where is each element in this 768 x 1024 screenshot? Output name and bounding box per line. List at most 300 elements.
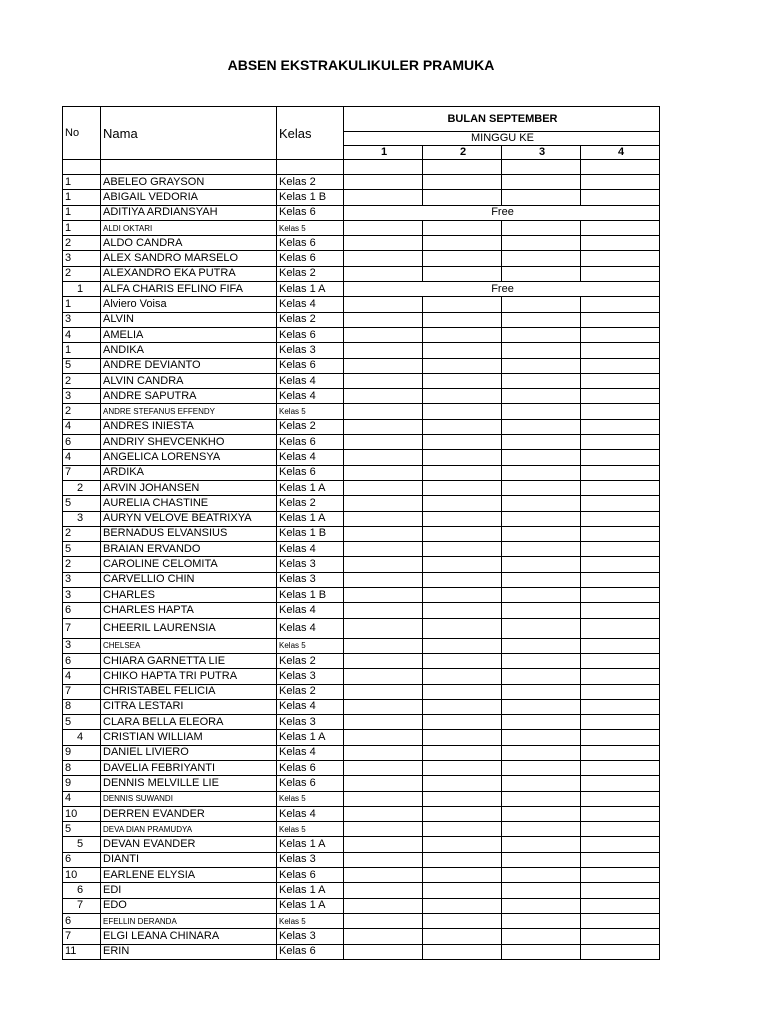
row-number: 3 — [63, 638, 101, 653]
attendance-cell-week-3[interactable] — [502, 542, 581, 557]
attendance-cell-week-2[interactable] — [423, 745, 502, 760]
attendance-cell-week-4[interactable] — [581, 511, 660, 526]
attendance-cell-week-1[interactable] — [344, 883, 423, 898]
attendance-cell-week-3[interactable] — [502, 603, 581, 618]
attendance-cell-week-2[interactable] — [423, 190, 502, 205]
attendance-cell-week-1[interactable] — [344, 944, 423, 959]
attendance-cell-week-2[interactable] — [423, 480, 502, 495]
table-row — [63, 327, 660, 342]
attendance-cell-week-1[interactable] — [344, 730, 423, 745]
row-number: 10 — [63, 806, 101, 821]
student-name: ANDRIY SHEVCENKHO — [101, 435, 277, 450]
student-name: AURYN VELOVE BEATRIXYA — [101, 511, 277, 526]
attendance-cell-week-2[interactable] — [423, 297, 502, 312]
attendance-cell-week-3[interactable] — [502, 297, 581, 312]
row-number: 1 — [63, 282, 101, 297]
attendance-cell-week-2[interactable] — [423, 526, 502, 541]
attendance-cell-week-1[interactable] — [344, 511, 423, 526]
student-class: Kelas 6 — [277, 251, 344, 266]
attendance-cell-week-2[interactable] — [423, 542, 502, 557]
attendance-cell-week-1[interactable] — [344, 373, 423, 388]
attendance-cell-week-3[interactable] — [502, 791, 581, 806]
table-row — [63, 883, 660, 898]
student-name: ALEX SANDRO MARSELO — [101, 251, 277, 266]
row-number: 2 — [63, 373, 101, 388]
attendance-cell-week-1[interactable] — [344, 450, 423, 465]
attendance-cell-week-4[interactable] — [581, 542, 660, 557]
row-number: 6 — [63, 852, 101, 867]
attendance-cell-week-3[interactable] — [502, 511, 581, 526]
attendance-cell-week-4[interactable] — [581, 944, 660, 959]
attendance-cell-week-4[interactable] — [581, 251, 660, 266]
attendance-cell-week-3[interactable] — [502, 435, 581, 450]
attendance-cell-week-4[interactable] — [581, 822, 660, 837]
attendance-cell-week-1[interactable] — [344, 404, 423, 419]
attendance-cell-week-4[interactable] — [581, 588, 660, 603]
attendance-sheet — [62, 106, 660, 960]
attendance-cell-week-1[interactable] — [344, 190, 423, 205]
attendance-cell-week-1[interactable] — [344, 327, 423, 342]
attendance-cell-week-2[interactable] — [423, 266, 502, 281]
attendance-cell-week-4[interactable] — [581, 404, 660, 419]
row-number: 10 — [63, 868, 101, 883]
attendance-cell-week-3[interactable] — [502, 588, 581, 603]
attendance-cell-week-3[interactable] — [502, 327, 581, 342]
attendance-cell-week-4[interactable] — [581, 236, 660, 251]
attendance-cell-week-2[interactable] — [423, 913, 502, 928]
attendance-cell-week-2[interactable] — [423, 450, 502, 465]
attendance-cell-week-1[interactable] — [344, 852, 423, 867]
attendance-cell-week-2[interactable] — [423, 760, 502, 775]
attendance-cell-week-2[interactable] — [423, 837, 502, 852]
attendance-cell-week-2[interactable] — [423, 220, 502, 235]
attendance-cell-week-3[interactable] — [502, 776, 581, 791]
attendance-cell-week-1[interactable] — [344, 653, 423, 668]
student-class: Kelas 4 — [277, 373, 344, 388]
attendance-cell-week-3[interactable] — [502, 175, 581, 190]
attendance-cell-week-2[interactable] — [423, 852, 502, 867]
attendance-cell-week-1[interactable] — [344, 745, 423, 760]
table-row — [63, 618, 660, 638]
attendance-cell-week-2[interactable] — [423, 404, 502, 419]
student-name: ARDIKA — [101, 465, 277, 480]
attendance-cell-week-1[interactable] — [344, 715, 423, 730]
student-name: ABIGAIL VEDORIA — [101, 190, 277, 205]
attendance-cell-week-2[interactable] — [423, 776, 502, 791]
attendance-cell-week-4[interactable] — [581, 837, 660, 852]
attendance-cell-week-1[interactable] — [344, 588, 423, 603]
attendance-cell-week-4[interactable] — [581, 266, 660, 281]
attendance-cell-week-4[interactable] — [581, 557, 660, 572]
row-number: 2 — [63, 236, 101, 251]
attendance-cell-week-2[interactable] — [423, 465, 502, 480]
attendance-cell-week-1[interactable] — [344, 465, 423, 480]
attendance-cell-week-1[interactable] — [344, 913, 423, 928]
attendance-cell-week-1[interactable] — [344, 358, 423, 373]
attendance-cell-week-4[interactable] — [581, 175, 660, 190]
attendance-cell-week-3[interactable] — [502, 373, 581, 388]
row-number: 1 — [63, 297, 101, 312]
attendance-cell-week-2[interactable] — [423, 791, 502, 806]
attendance-cell-week-1[interactable] — [344, 898, 423, 913]
attendance-cell-week-1[interactable] — [344, 419, 423, 434]
attendance-cell-week-1[interactable] — [344, 776, 423, 791]
student-name: ADITIYA ARDIANSYAH — [101, 205, 277, 220]
student-class: Kelas 2 — [277, 684, 344, 699]
attendance-cell-week-3[interactable] — [502, 837, 581, 852]
attendance-cell-week-3[interactable] — [502, 760, 581, 775]
attendance-cell-week-3[interactable] — [502, 618, 581, 638]
attendance-cell-week-4[interactable] — [581, 760, 660, 775]
attendance-cell-week-2[interactable] — [423, 653, 502, 668]
student-name: ALDO CANDRA — [101, 236, 277, 251]
table-row — [63, 190, 660, 205]
attendance-cell-week-1[interactable] — [344, 929, 423, 944]
table-row — [63, 251, 660, 266]
student-name: BRAIAN ERVANDO — [101, 542, 277, 557]
blank-cell[interactable] — [502, 160, 581, 175]
attendance-cell-week-3[interactable] — [502, 190, 581, 205]
attendance-cell-week-4[interactable] — [581, 929, 660, 944]
attendance-cell-week-1[interactable] — [344, 572, 423, 587]
header-minggu: MINGGU KE — [344, 132, 660, 146]
attendance-cell-week-3[interactable] — [502, 220, 581, 235]
row-number: 2 — [63, 557, 101, 572]
row-number: 5 — [63, 715, 101, 730]
attendance-cell-week-3[interactable] — [502, 526, 581, 541]
attendance-cell-week-2[interactable] — [423, 327, 502, 342]
student-name: CHELSEA — [101, 638, 277, 653]
row-number: 6 — [63, 435, 101, 450]
table-row — [63, 557, 660, 572]
student-name: ALVIN CANDRA — [101, 373, 277, 388]
row-number: 4 — [63, 419, 101, 434]
attendance-cell-week-2[interactable] — [423, 868, 502, 883]
attendance-cell-week-1[interactable] — [344, 603, 423, 618]
attendance-cell-week-1[interactable] — [344, 618, 423, 638]
table-row — [63, 745, 660, 760]
attendance-cell-week-4[interactable] — [581, 898, 660, 913]
attendance-cell-week-2[interactable] — [423, 806, 502, 821]
attendance-cell-week-1[interactable] — [344, 480, 423, 495]
student-name: CLARA BELLA ELEORA — [101, 715, 277, 730]
attendance-cell-week-3[interactable] — [502, 251, 581, 266]
student-class: Kelas 6 — [277, 944, 344, 959]
blank-cell[interactable] — [344, 160, 423, 175]
table-row — [63, 373, 660, 388]
attendance-cell-week-2[interactable] — [423, 898, 502, 913]
attendance-cell-week-2[interactable] — [423, 822, 502, 837]
student-class: Kelas 6 — [277, 435, 344, 450]
table-row — [63, 653, 660, 668]
row-number: 7 — [63, 929, 101, 944]
student-name: DAVELIA FEBRIYANTI — [101, 760, 277, 775]
student-class: Kelas 4 — [277, 699, 344, 714]
attendance-cell-week-3[interactable] — [502, 404, 581, 419]
table-row — [63, 511, 660, 526]
attendance-cell-week-2[interactable] — [423, 389, 502, 404]
attendance-cell-week-3[interactable] — [502, 730, 581, 745]
blank-cell — [277, 160, 344, 175]
student-class: Kelas 1 A — [277, 511, 344, 526]
attendance-cell-week-1[interactable] — [344, 496, 423, 511]
attendance-cell-week-4[interactable] — [581, 220, 660, 235]
attendance-cell-week-3[interactable] — [502, 236, 581, 251]
row-number: 3 — [63, 312, 101, 327]
attendance-cell-week-1[interactable] — [344, 526, 423, 541]
student-class: Kelas 3 — [277, 557, 344, 572]
attendance-cell-week-4[interactable] — [581, 883, 660, 898]
attendance-cell-week-4[interactable] — [581, 572, 660, 587]
attendance-cell-week-2[interactable] — [423, 343, 502, 358]
attendance-cell-week-1[interactable] — [344, 699, 423, 714]
attendance-cell-week-1[interactable] — [344, 868, 423, 883]
table-row — [63, 542, 660, 557]
student-class: Kelas 2 — [277, 312, 344, 327]
table-row — [63, 343, 660, 358]
attendance-cell-week-4[interactable] — [581, 419, 660, 434]
attendance-cell-week-2[interactable] — [423, 588, 502, 603]
attendance-cell-week-2[interactable] — [423, 944, 502, 959]
attendance-cell-week-2[interactable] — [423, 699, 502, 714]
attendance-cell-week-3[interactable] — [502, 852, 581, 867]
attendance-cell-week-3[interactable] — [502, 883, 581, 898]
attendance-cell-week-1[interactable] — [344, 343, 423, 358]
attendance-cell-week-4[interactable] — [581, 373, 660, 388]
student-class: Kelas 1 B — [277, 526, 344, 541]
blank-cell[interactable] — [581, 160, 660, 175]
student-name: EDI — [101, 883, 277, 898]
attendance-cell-week-2[interactable] — [423, 251, 502, 266]
student-name: DENNIS MELVILLE LIE — [101, 776, 277, 791]
attendance-cell-week-4[interactable] — [581, 715, 660, 730]
attendance-cell-week-3[interactable] — [502, 358, 581, 373]
student-name: EDO — [101, 898, 277, 913]
table-row — [63, 776, 660, 791]
row-number: 3 — [63, 588, 101, 603]
table-row — [63, 822, 660, 837]
table-row — [63, 669, 660, 684]
table-row — [63, 913, 660, 928]
table-row — [63, 465, 660, 480]
student-name: ALDI OKTARI — [101, 220, 277, 235]
student-class: Kelas 3 — [277, 572, 344, 587]
attendance-cell-week-3[interactable] — [502, 465, 581, 480]
attendance-cell-week-4[interactable] — [581, 465, 660, 480]
attendance-cell-week-4[interactable] — [581, 389, 660, 404]
attendance-cell-week-2[interactable] — [423, 638, 502, 653]
attendance-cell-week-4[interactable] — [581, 638, 660, 653]
attendance-cell-week-4[interactable] — [581, 435, 660, 450]
attendance-cell-week-2[interactable] — [423, 511, 502, 526]
attendance-cell-week-4[interactable] — [581, 327, 660, 342]
attendance-cell-week-2[interactable] — [423, 312, 502, 327]
student-class: Kelas 3 — [277, 669, 344, 684]
attendance-cell-week-4[interactable] — [581, 791, 660, 806]
attendance-cell-week-1[interactable] — [344, 389, 423, 404]
attendance-cell-week-1[interactable] — [344, 791, 423, 806]
attendance-cell-week-4[interactable] — [581, 496, 660, 511]
table-row — [63, 898, 660, 913]
attendance-cell-week-4[interactable] — [581, 684, 660, 699]
table-row — [63, 715, 660, 730]
attendance-cell-week-4[interactable] — [581, 312, 660, 327]
attendance-cell-week-3[interactable] — [502, 684, 581, 699]
attendance-cell-week-2[interactable] — [423, 603, 502, 618]
attendance-cell-week-3[interactable] — [502, 419, 581, 434]
row-number: 7 — [63, 465, 101, 480]
attendance-cell-week-1[interactable] — [344, 435, 423, 450]
attendance-cell-week-2[interactable] — [423, 175, 502, 190]
attendance-cell-week-1[interactable] — [344, 557, 423, 572]
table-row — [63, 638, 660, 653]
attendance-cell-week-1[interactable] — [344, 542, 423, 557]
attendance-cell-week-4[interactable] — [581, 450, 660, 465]
attendance-cell-week-3[interactable] — [502, 944, 581, 959]
student-name: CARVELLIO CHIN — [101, 572, 277, 587]
attendance-cell-week-3[interactable] — [502, 699, 581, 714]
attendance-cell-week-2[interactable] — [423, 669, 502, 684]
attendance-cell-week-4[interactable] — [581, 776, 660, 791]
attendance-cell-week-4[interactable] — [581, 358, 660, 373]
attendance-cell-week-2[interactable] — [423, 572, 502, 587]
student-class: Kelas 4 — [277, 389, 344, 404]
attendance-cell-week-4[interactable] — [581, 603, 660, 618]
attendance-cell-week-4[interactable] — [581, 868, 660, 883]
attendance-cell-week-3[interactable] — [502, 312, 581, 327]
attendance-cell-week-3[interactable] — [502, 389, 581, 404]
attendance-cell-week-1[interactable] — [344, 297, 423, 312]
attendance-cell-week-4[interactable] — [581, 913, 660, 928]
attendance-cell-week-3[interactable] — [502, 572, 581, 587]
table-row — [63, 588, 660, 603]
attendance-cell-week-2[interactable] — [423, 236, 502, 251]
attendance-cell-week-2[interactable] — [423, 883, 502, 898]
table-row — [63, 791, 660, 806]
attendance-cell-week-3[interactable] — [502, 745, 581, 760]
attendance-cell-week-4[interactable] — [581, 669, 660, 684]
student-class: Kelas 4 — [277, 806, 344, 821]
attendance-cell-week-4[interactable] — [581, 618, 660, 638]
attendance-cell-week-2[interactable] — [423, 929, 502, 944]
attendance-cell-week-4[interactable] — [581, 297, 660, 312]
attendance-cell-week-1[interactable] — [344, 822, 423, 837]
student-name: Alviero Voisa — [101, 297, 277, 312]
attendance-cell-week-3[interactable] — [502, 343, 581, 358]
attendance-cell-week-3[interactable] — [502, 653, 581, 668]
attendance-cell-week-3[interactable] — [502, 806, 581, 821]
blank-cell[interactable] — [423, 160, 502, 175]
attendance-cell-week-4[interactable] — [581, 343, 660, 358]
attendance-cell-week-2[interactable] — [423, 557, 502, 572]
student-name: DANIEL LIVIERO — [101, 745, 277, 760]
attendance-cell-week-3[interactable] — [502, 266, 581, 281]
attendance-cell-week-2[interactable] — [423, 419, 502, 434]
attendance-cell-week-2[interactable] — [423, 373, 502, 388]
row-number: 9 — [63, 745, 101, 760]
attendance-cell-week-4[interactable] — [581, 730, 660, 745]
attendance-cell-week-3[interactable] — [502, 822, 581, 837]
student-class: Kelas 5 — [277, 822, 344, 837]
attendance-cell-week-3[interactable] — [502, 868, 581, 883]
attendance-cell-week-3[interactable] — [502, 557, 581, 572]
attendance-cell-week-1[interactable] — [344, 638, 423, 653]
attendance-cell-week-1[interactable] — [344, 220, 423, 235]
table-row — [63, 730, 660, 745]
attendance-cell-week-1[interactable] — [344, 806, 423, 821]
page-title: ABSEN EKSTRAKULIKULER PRAMUKA — [227, 57, 495, 73]
attendance-cell-week-4[interactable] — [581, 806, 660, 821]
table-row — [63, 868, 660, 883]
attendance-cell-week-4[interactable] — [581, 653, 660, 668]
attendance-cell-week-3[interactable] — [502, 715, 581, 730]
attendance-cell-week-3[interactable] — [502, 669, 581, 684]
attendance-cell-week-4[interactable] — [581, 526, 660, 541]
attendance-cell-week-3[interactable] — [502, 898, 581, 913]
attendance-cell-week-4[interactable] — [581, 480, 660, 495]
student-class: Kelas 4 — [277, 745, 344, 760]
student-class: Kelas 1 A — [277, 837, 344, 852]
table-row — [63, 603, 660, 618]
attendance-cell-week-3[interactable] — [502, 638, 581, 653]
attendance-cell-week-4[interactable] — [581, 745, 660, 760]
row-number: 6 — [63, 883, 101, 898]
attendance-cell-week-3[interactable] — [502, 450, 581, 465]
student-name: CHIKO HAPTA TRI PUTRA — [101, 669, 277, 684]
attendance-cell-week-2[interactable] — [423, 618, 502, 638]
attendance-cell-week-3[interactable] — [502, 496, 581, 511]
student-name: EARLENE ELYSIA — [101, 868, 277, 883]
attendance-cell-week-2[interactable] — [423, 730, 502, 745]
table-row — [63, 699, 660, 714]
row-number: 1 — [63, 220, 101, 235]
blank-row — [63, 160, 660, 175]
student-class: Kelas 4 — [277, 603, 344, 618]
attendance-cell-week-3[interactable] — [502, 929, 581, 944]
row-number: 3 — [63, 389, 101, 404]
row-number: 2 — [63, 266, 101, 281]
table-row — [63, 806, 660, 821]
attendance-cell-week-1[interactable] — [344, 175, 423, 190]
attendance-cell-week-2[interactable] — [423, 715, 502, 730]
student-name: ANDIKA — [101, 343, 277, 358]
attendance-cell-week-2[interactable] — [423, 684, 502, 699]
attendance-cell-week-1[interactable] — [344, 266, 423, 281]
attendance-cell-week-3[interactable] — [502, 480, 581, 495]
attendance-cell-week-1[interactable] — [344, 684, 423, 699]
attendance-cell-week-2[interactable] — [423, 496, 502, 511]
student-class: Kelas 5 — [277, 913, 344, 928]
attendance-cell-week-4[interactable] — [581, 852, 660, 867]
table-row — [63, 236, 660, 251]
table-row — [63, 944, 660, 959]
attendance-cell-week-1[interactable] — [344, 669, 423, 684]
attendance-cell-week-2[interactable] — [423, 435, 502, 450]
attendance-cell-week-1[interactable] — [344, 760, 423, 775]
attendance-cell-week-2[interactable] — [423, 358, 502, 373]
table-row — [63, 852, 660, 867]
attendance-cell-week-1[interactable] — [344, 837, 423, 852]
student-class: Kelas 2 — [277, 496, 344, 511]
attendance-cell-week-3[interactable] — [502, 913, 581, 928]
student-name: EFELLIN DERANDA — [101, 913, 277, 928]
attendance-cell-week-4[interactable] — [581, 699, 660, 714]
attendance-cell-week-1[interactable] — [344, 251, 423, 266]
table-row — [63, 175, 660, 190]
attendance-cell-week-1[interactable] — [344, 312, 423, 327]
attendance-cell-week-1[interactable] — [344, 236, 423, 251]
attendance-cell-week-4[interactable] — [581, 190, 660, 205]
